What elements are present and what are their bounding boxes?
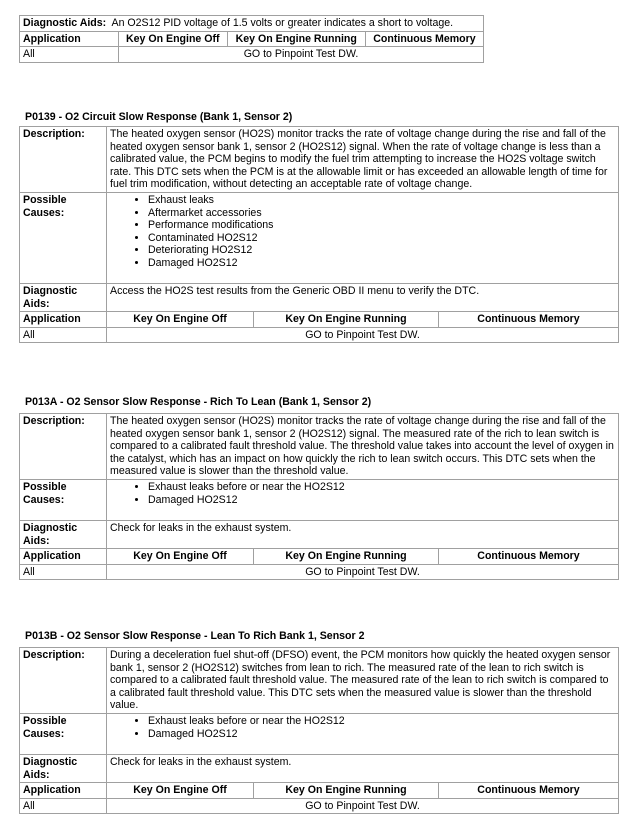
diagnostic-aids-label: Diagnostic Aids: xyxy=(20,520,107,548)
dtc-table-p013b xyxy=(19,647,619,814)
col-key-on-engine-running: Key On Engine Running xyxy=(254,783,439,799)
cause-item: • Performance modifications xyxy=(148,219,615,232)
col-application: Application xyxy=(20,31,119,47)
possible-causes-cell xyxy=(107,479,619,520)
diagnostic-aids-label: Diagnostic Aids: xyxy=(20,283,107,311)
possible-causes-list xyxy=(110,194,615,270)
dtc-table-p013a xyxy=(19,413,619,580)
description-label: Description: xyxy=(20,414,107,480)
col-key-on-engine-running: Key On Engine Running xyxy=(254,312,439,328)
dtc-title-p013b: P013B - O2 Sensor Slow Response - Lean To Rich Bank 1, Sensor 2 xyxy=(25,630,365,642)
dtc-title-p013a: P013A - O2 Sensor Slow Response - Rich To Lean (Bank 1, Sensor 2) xyxy=(25,396,372,408)
row-pinpoint-test: GO to Pinpoint Test DW. xyxy=(107,798,619,814)
col-application: Application xyxy=(20,549,107,565)
cause-item: • Exhaust leaks before or near the HO2S12 xyxy=(148,481,615,494)
row-application: All xyxy=(20,47,119,63)
row-pinpoint-test: GO to Pinpoint Test DW. xyxy=(107,564,619,580)
col-continuous-memory: Continuous Memory xyxy=(365,31,483,47)
col-key-on-engine-off: Key On Engine Off xyxy=(119,31,228,47)
description-text: The heated oxygen sensor (HO2S) monitor tracks the rate of voltage change during the rise and fall of the heated oxygen sensor bank 1, sensor 2 (HO2S12) signal. When the rate of voltage change is less than a calibrated value, the PCM begins to modify the fuel trim attempting to increase the HO2S voltage switch rate. This DTC sets when the PCM is at the allowable limit or has exceeded an allowable length of time for fuel trim modification, without detecting an acceptable rate of voltage change. xyxy=(107,127,619,193)
col-key-on-engine-running: Key On Engine Running xyxy=(227,31,365,47)
possible-causes-cell xyxy=(107,192,619,283)
diagnostic-aids-text: Access the HO2S test results from the Generic OBD II menu to verify the DTC. xyxy=(107,283,619,311)
col-continuous-memory: Continuous Memory xyxy=(439,549,619,565)
top-diagnostic-table xyxy=(19,15,484,63)
col-continuous-memory: Continuous Memory xyxy=(439,783,619,799)
top-diag-aids-label: Diagnostic Aids: xyxy=(23,17,107,29)
dtc-table-p0139 xyxy=(19,126,619,343)
possible-causes-label: Possible Causes: xyxy=(20,192,107,283)
cause-item: • Damaged HO2S12 xyxy=(148,257,615,270)
description-text: The heated oxygen sensor (HO2S) monitor tracks the rate of voltage change during the rise and fall of the heated oxygen sensor bank 1, sensor 2 (HO2S12) signal. The measured rate of the rich to lean switch is compared to a calibrated fault threshold value. The threshold value takes into account the level of oxygen in the catalyst, which has an impact on how quickly the rich to lean switch occurs. This DTC sets when the measured value is slower than the threshold value. xyxy=(107,414,619,480)
cause-item: • Damaged HO2S12 xyxy=(148,494,615,507)
cause-item: • Aftermarket accessories xyxy=(148,207,615,220)
row-application: All xyxy=(20,798,107,814)
possible-causes-label: Possible Causes: xyxy=(20,479,107,520)
cause-item: • Exhaust leaks before or near the HO2S12 xyxy=(148,715,615,728)
diagnostic-aids-text: Check for leaks in the exhaust system. xyxy=(107,520,619,548)
description-text: During a deceleration fuel shut-off (DFSO) event, the PCM monitors how quickly the heated oxygen sensor bank 1, sensor 2 (HO2S12) switches from lean to rich. The measured rate of the lean to rich switch is compared to a calibrated fault threshold value. The measured rate of the lean to rich switch is compared to a calibrated fault threshold value. This DTC sets when the measured value is slower than the threshold value. xyxy=(107,648,619,714)
cause-item: • Contaminated HO2S12 xyxy=(148,232,615,245)
possible-causes-cell xyxy=(107,713,619,754)
col-application: Application xyxy=(20,783,107,799)
col-continuous-memory: Continuous Memory xyxy=(439,312,619,328)
diagnostic-aids-text: Check for leaks in the exhaust system. xyxy=(107,754,619,782)
dtc-title-p0139: P0139 - O2 Circuit Slow Response (Bank 1, Sensor 2) xyxy=(25,111,293,123)
possible-causes-label: Possible Causes: xyxy=(20,713,107,754)
top-diag-aids-cell xyxy=(20,16,484,32)
cause-item: • Damaged HO2S12 xyxy=(148,728,615,741)
possible-causes-list xyxy=(110,715,615,740)
col-key-on-engine-off: Key On Engine Off xyxy=(107,312,254,328)
cause-item: • Deteriorating HO2S12 xyxy=(148,244,615,257)
row-pinpoint-test: GO to Pinpoint Test DW. xyxy=(107,327,619,343)
row-application: All xyxy=(20,327,107,343)
col-key-on-engine-off: Key On Engine Off xyxy=(107,549,254,565)
col-key-on-engine-off: Key On Engine Off xyxy=(107,783,254,799)
cause-item: • Exhaust leaks xyxy=(148,194,615,207)
col-application: Application xyxy=(20,312,107,328)
description-label: Description: xyxy=(20,648,107,714)
possible-causes-list xyxy=(110,481,615,506)
description-label: Description: xyxy=(20,127,107,193)
col-key-on-engine-running: Key On Engine Running xyxy=(254,549,439,565)
row-application: All xyxy=(20,564,107,580)
top-diag-aids-text: An O2S12 PID voltage of 1.5 volts or greater indicates a short to voltage. xyxy=(111,17,454,29)
row-pinpoint-test: GO to Pinpoint Test DW. xyxy=(119,47,484,63)
diagnostic-aids-label: Diagnostic Aids: xyxy=(20,754,107,782)
